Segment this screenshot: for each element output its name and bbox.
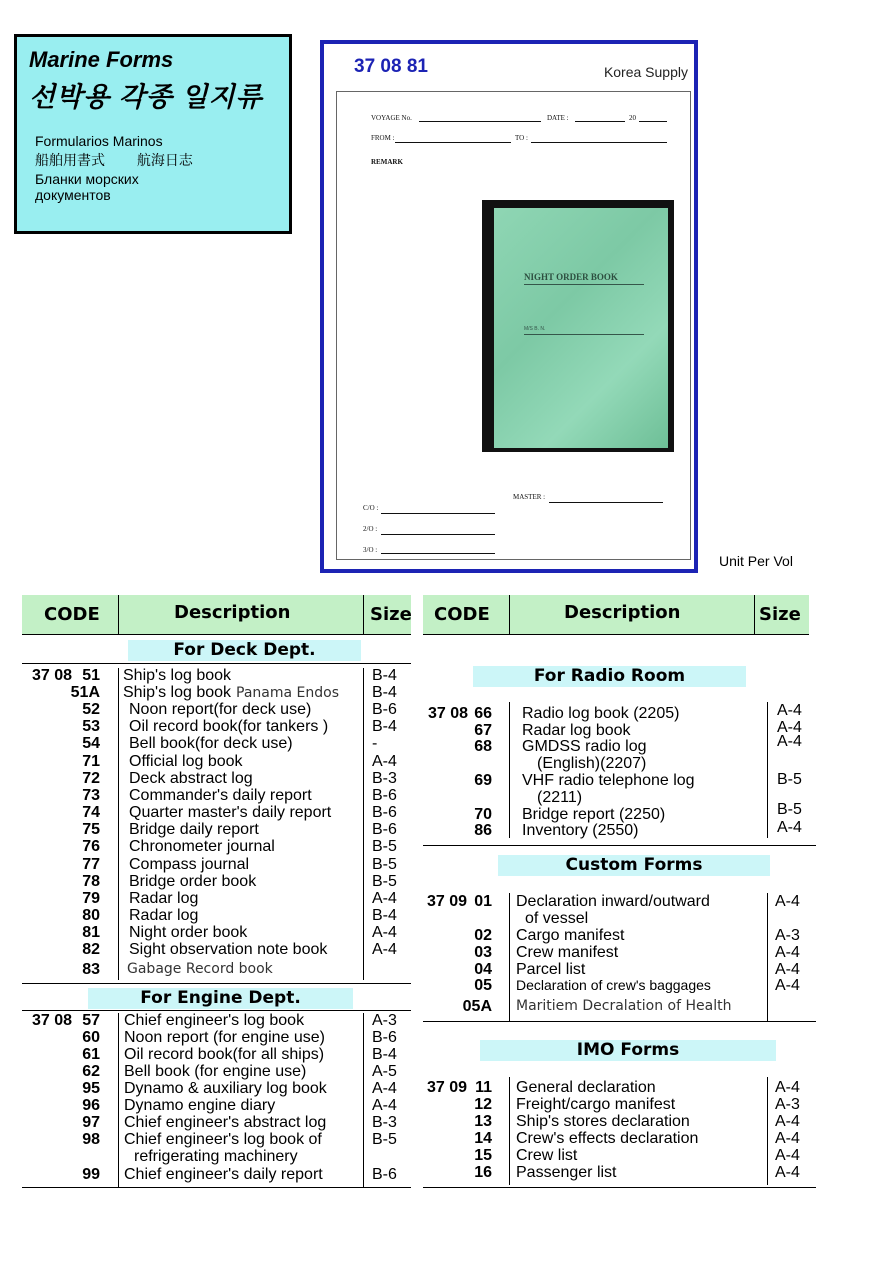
item-size: A-4: [775, 1164, 800, 1181]
engine-divider-1: [118, 1013, 119, 1187]
radio-rows-prefix: 37 08: [428, 705, 469, 722]
item-description: Chronometer journal: [129, 838, 275, 855]
title-japanese: [35, 151, 289, 170]
book-ms-line: [524, 334, 644, 335]
item-code: 67: [474, 722, 492, 739]
item-code: 61: [82, 1046, 100, 1063]
deck-divider-2: [363, 668, 364, 980]
night-order-book-photo: [482, 200, 674, 452]
custom-rows-prefix: 37 09: [427, 893, 468, 910]
item-code: 66: [474, 705, 492, 722]
item-size: A-4: [775, 977, 800, 994]
item-description: Radar log book: [522, 722, 631, 739]
item-description: Noon report(for deck use): [129, 701, 312, 718]
deck-top-line: [22, 663, 411, 664]
2o-line: [381, 534, 495, 535]
item-description: Chief engineer's log book of: [124, 1131, 322, 1148]
radio-divider-1: [509, 702, 510, 838]
description-header: Description: [174, 602, 291, 623]
item-size: B-5: [777, 801, 802, 818]
item-description: Maritiem Decralation of Health: [516, 998, 732, 1014]
item-description: Radio log book (2205): [522, 705, 680, 722]
item-code: 74: [82, 804, 100, 821]
item-size: A-4: [372, 890, 397, 907]
co-label: C/O :: [363, 504, 379, 512]
item-description: Deck abstract log: [129, 770, 253, 787]
item-description: Gabage Record book: [127, 961, 273, 977]
item-code: 96: [82, 1097, 100, 1114]
item-code: 76: [82, 838, 100, 855]
deck-divider-1: [118, 668, 119, 980]
item-size: B-6: [372, 804, 397, 821]
item-description: Compass journal: [129, 856, 250, 873]
right-header-divider-1: [509, 595, 510, 635]
master-label: MASTER :: [513, 493, 546, 501]
item-size: A-4: [777, 819, 802, 836]
deck-section-title: For Deck Dept.: [128, 640, 361, 661]
product-code: 37 08 81: [354, 56, 428, 77]
item-size: A-4: [372, 1080, 397, 1097]
item-description: Bridge report (2250): [522, 806, 666, 823]
engine-section-title: For Engine Dept.: [88, 988, 353, 1009]
item-size: A-4: [775, 1147, 800, 1164]
radio-section-title: For Radio Room: [473, 666, 746, 687]
item-code: 68: [474, 738, 492, 755]
item-size: B-4: [372, 1046, 397, 1063]
item-size: B-4: [372, 718, 397, 735]
item-code: 02: [474, 927, 492, 944]
item-description: Declaration of crew's baggages: [516, 977, 711, 993]
item-code: 05: [474, 977, 492, 994]
item-size: B-6: [372, 821, 397, 838]
item-description: Crew list: [516, 1147, 578, 1164]
item-code: 13: [474, 1113, 492, 1130]
item-code: 98: [82, 1131, 100, 1148]
item-code: 15: [474, 1147, 492, 1164]
item-code: 53: [82, 718, 100, 735]
item-description: Radar log: [129, 890, 199, 907]
size-header: Size: [370, 604, 412, 625]
item-code: 95: [82, 1080, 100, 1097]
item-code: 12: [474, 1096, 492, 1113]
item-description: Official log book: [129, 753, 243, 770]
item-size: B-4: [372, 667, 397, 684]
item-description: Noon report (for engine use): [124, 1029, 325, 1046]
custom-divider-2: [767, 893, 768, 1021]
item-code: 62: [82, 1063, 100, 1080]
master-line: [549, 502, 663, 503]
item-description: Chief engineer's log book: [124, 1012, 305, 1029]
item-size: A-4: [775, 1079, 800, 1096]
item-description: Oil record book(for tankers ): [129, 718, 329, 735]
title-korean: 선박용 각종 일지류: [29, 82, 263, 112]
item-size: A-4: [372, 941, 397, 958]
imo-rows-prefix: 37 09: [427, 1079, 468, 1096]
item-size: A-3: [775, 927, 800, 944]
item-description: Declaration inward/outward: [516, 893, 710, 910]
item-code: 16: [474, 1164, 492, 1181]
item-code: 82: [82, 941, 100, 958]
item-size: B-3: [372, 1114, 397, 1131]
item-description: Ship's log book: [123, 667, 232, 684]
date-label: DATE :: [547, 114, 569, 122]
item-size: A-4: [775, 893, 800, 910]
product-image-frame: [320, 40, 698, 573]
title-japanese-2: 航海日志: [136, 152, 193, 168]
item-size: A-3: [775, 1096, 800, 1113]
3o-line: [381, 553, 495, 554]
item-code: 73: [82, 787, 100, 804]
item-code: 97: [82, 1114, 100, 1131]
right-table-header: [423, 595, 809, 635]
item-size: B-5: [372, 873, 397, 890]
item-description: Chief engineer's abstract log: [124, 1114, 327, 1131]
item-description: Sight observation note book: [129, 941, 328, 958]
item-description-line2: of vessel: [525, 910, 589, 927]
item-description: GMDSS radio log: [522, 738, 647, 755]
item-description: Dynamo engine diary: [124, 1097, 276, 1114]
custom-divider-1: [509, 893, 510, 1021]
item-size: A-4: [777, 733, 802, 750]
item-size: B-6: [372, 701, 397, 718]
left-header-divider-2: [363, 595, 364, 635]
item-code: 05A: [462, 998, 492, 1015]
left-header-divider-1: [118, 595, 119, 635]
item-code: 81: [82, 924, 100, 941]
item-size: A-4: [777, 702, 802, 719]
title-russian-2: документов: [35, 187, 111, 203]
item-code: 04: [474, 961, 492, 978]
form-sheet: [336, 91, 691, 560]
deck-rows-prefix: 37 08: [32, 667, 73, 684]
item-code: 99: [82, 1166, 100, 1183]
item-description: Oil record book(for all ships): [124, 1046, 325, 1063]
item-code: 51A: [70, 684, 100, 701]
item-code: 77: [82, 856, 100, 873]
item-code: 86: [474, 822, 492, 839]
unit-per-vol: Unit Per Vol: [719, 553, 793, 569]
item-description: Parcel list: [516, 961, 586, 978]
imo-bottom-line: [423, 1187, 816, 1188]
title-box: [14, 34, 292, 234]
title-translations: [29, 132, 289, 205]
3o-label: 3/O :: [363, 546, 378, 554]
item-code: 83: [82, 961, 100, 978]
radio-bottom-line: [423, 845, 816, 846]
item-description: Quarter master's daily report: [129, 804, 332, 821]
year-line: [639, 121, 667, 122]
to-label: TO :: [515, 134, 528, 142]
book-title-underline: [524, 284, 644, 285]
code-header: CODE: [44, 604, 100, 625]
item-description: Ship's log book Panama Endos: [123, 684, 339, 701]
item-size: B-6: [372, 1166, 397, 1183]
code-header-right: CODE: [434, 604, 490, 625]
year-label: 20: [629, 114, 636, 122]
left-table-header: [22, 595, 411, 635]
item-description: Night order book: [129, 924, 248, 941]
item-description-line2: refrigerating machinery: [134, 1148, 298, 1165]
item-description: Crew manifest: [516, 944, 619, 961]
item-size: B-5: [777, 771, 802, 788]
item-size: A-4: [372, 924, 397, 941]
item-size: A-4: [777, 719, 802, 736]
item-size: A-3: [372, 1012, 397, 1029]
item-size: A-4: [775, 1130, 800, 1147]
item-description: Ship's stores declaration: [516, 1113, 690, 1130]
item-description-line2: (English)(2207): [537, 755, 647, 772]
item-description-line2: (2211): [537, 789, 583, 806]
item-code: 79: [82, 890, 100, 907]
size-header-right: Size: [759, 604, 801, 625]
book-ms-label: M/S B. N.: [524, 326, 546, 332]
voyage-line: [419, 121, 541, 122]
item-size: A-5: [372, 1063, 397, 1080]
item-size: A-4: [775, 944, 800, 961]
item-code: 52: [82, 701, 100, 718]
item-size: B-6: [372, 1029, 397, 1046]
title-japanese-1: 船舶用書式: [35, 152, 105, 168]
title-russian-1: Бланки морских: [35, 171, 139, 187]
remark-label: REMARK: [371, 158, 403, 166]
item-description: Passenger list: [516, 1164, 617, 1181]
custom-bottom-line: [423, 1021, 816, 1022]
item-description: Dynamo & auxiliary log book: [124, 1080, 327, 1097]
supplier-name: Korea Supply: [603, 64, 688, 80]
item-description: Inventory (2550): [522, 822, 639, 839]
item-code: 57: [82, 1012, 100, 1029]
from-line: [395, 142, 511, 143]
item-code: 70: [474, 806, 492, 823]
item-description-extra: Panama Endos: [236, 685, 339, 701]
item-description: Bridge daily report: [129, 821, 259, 838]
item-description: Commander's daily report: [129, 787, 312, 804]
to-line: [531, 142, 667, 143]
item-description: Crew's effects declaration: [516, 1130, 699, 1147]
item-size: B-4: [372, 684, 397, 701]
book-cover: [494, 208, 668, 448]
item-code: 11: [475, 1079, 492, 1096]
item-code: 71: [82, 753, 100, 770]
item-description: Bell book(for deck use): [129, 735, 293, 752]
engine-rows-prefix: 37 08: [32, 1012, 73, 1029]
engine-top-line: [22, 1010, 411, 1011]
imo-section-title: IMO Forms: [480, 1040, 776, 1061]
item-size: -: [372, 735, 378, 752]
item-description: VHF radio telephone log: [522, 772, 695, 789]
imo-divider-1: [509, 1077, 510, 1185]
imo-divider-2: [767, 1077, 768, 1185]
date-line: [575, 121, 625, 122]
item-code: 51: [82, 667, 100, 684]
item-size: A-4: [372, 1097, 397, 1114]
book-title: NIGHT ORDER BOOK: [524, 272, 618, 282]
item-code: 03: [474, 944, 492, 961]
item-size: B-4: [372, 907, 397, 924]
item-size: A-4: [372, 753, 397, 770]
item-code: 80: [82, 907, 100, 924]
item-size: A-4: [775, 1113, 800, 1130]
engine-divider-2: [363, 1013, 364, 1187]
item-code: 60: [82, 1029, 100, 1046]
item-size: B-5: [372, 856, 397, 873]
title-english: Marine Forms: [29, 47, 174, 72]
voyage-label: VOYAGE No.: [371, 114, 412, 122]
item-description: Freight/cargo manifest: [516, 1096, 676, 1113]
item-size: B-5: [372, 1131, 397, 1148]
item-description: Bridge order book: [129, 873, 257, 890]
custom-section-title: Custom Forms: [498, 855, 770, 876]
item-code: 69: [474, 772, 492, 789]
right-header-divider-2: [754, 595, 755, 635]
item-description: Radar log: [129, 907, 199, 924]
item-description: Chief engineer's daily report: [124, 1166, 323, 1183]
from-label: FROM :: [371, 134, 395, 142]
item-code: 72: [82, 770, 100, 787]
item-description: General declaration: [516, 1079, 656, 1096]
item-code: 54: [82, 735, 100, 752]
item-code: 01: [474, 893, 492, 910]
item-code: 14: [474, 1130, 492, 1147]
item-size: B-3: [372, 770, 397, 787]
item-code: 75: [82, 821, 100, 838]
item-size: A-4: [775, 961, 800, 978]
radio-divider-2: [767, 702, 768, 838]
title-spanish: Formularios Marinos: [35, 133, 163, 149]
item-description: Bell book (for engine use): [124, 1063, 307, 1080]
engine-bottom-line: [22, 1187, 411, 1188]
co-line: [381, 513, 495, 514]
description-header-right: Description: [564, 602, 681, 623]
item-description: Cargo manifest: [516, 927, 625, 944]
item-size: B-5: [372, 838, 397, 855]
item-code: 78: [82, 873, 100, 890]
deck-bottom-line: [22, 983, 411, 984]
2o-label: 2/O :: [363, 525, 378, 533]
item-size: B-6: [372, 787, 397, 804]
